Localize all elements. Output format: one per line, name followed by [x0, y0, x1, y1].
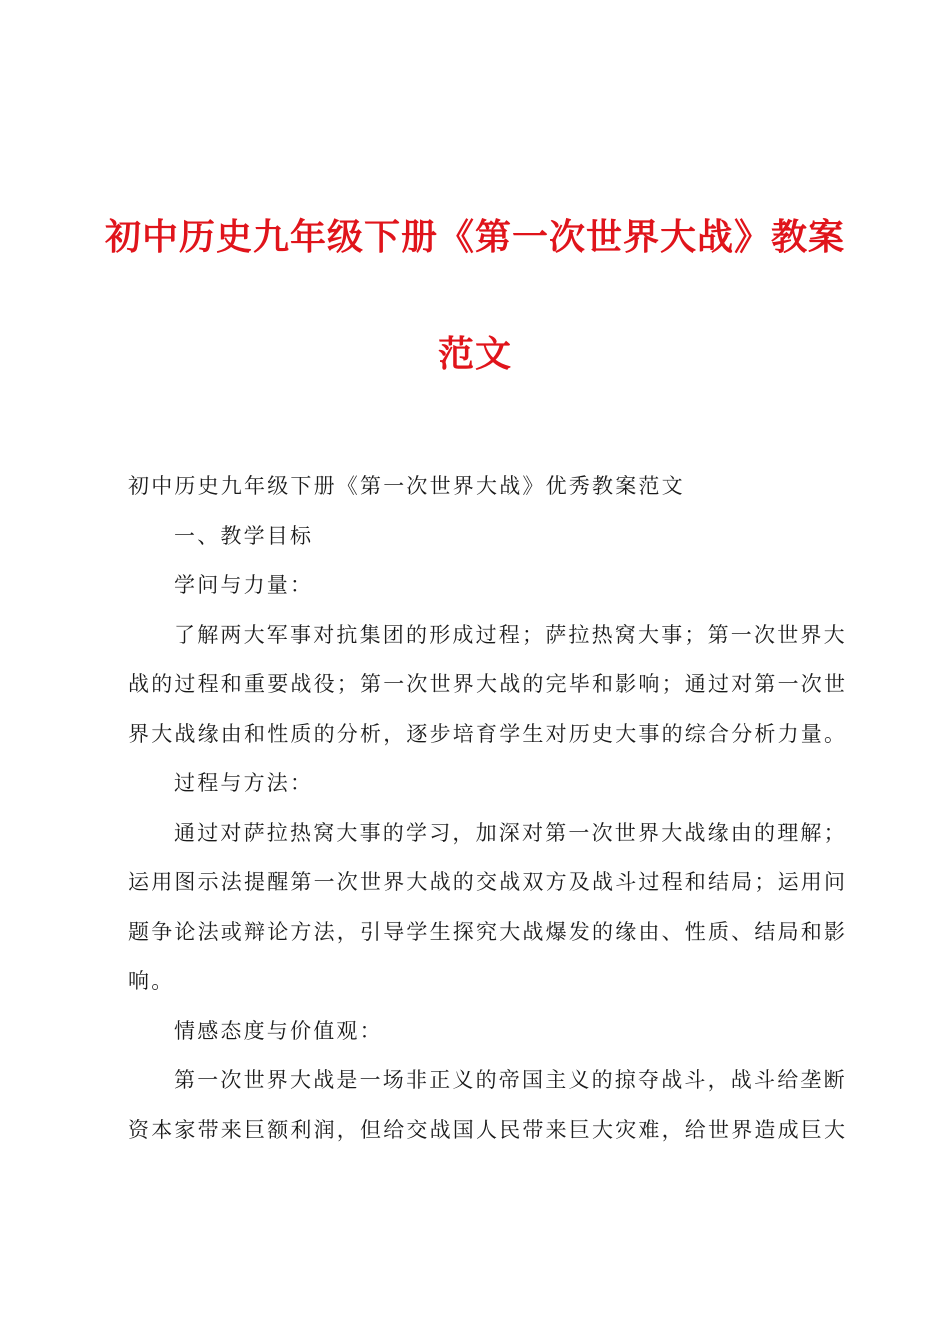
process-paragraph-line: 题争论法或辩论方法，引导学生探究大战爆发的缘由、性质、结局和影	[128, 919, 848, 944]
knowledge-paragraph-line: 了解两大军事对抗集团的形成过程；萨拉热窝大事；第一次世界大	[174, 622, 847, 647]
process-paragraph-line: 通过对萨拉热窝大事的学习，加深对第一次世界大战缘由的理解；	[174, 820, 847, 845]
document-title-line-2: 范文	[437, 333, 512, 375]
knowledge-heading: 学问与力量：	[174, 573, 314, 597]
process-paragraph-line: 响。	[128, 969, 175, 993]
document-subtitle: 初中历史九年级下册《第一次世界大战》优秀教案范文	[128, 474, 685, 498]
knowledge-paragraph-line: 战的过程和重要战役；第一次世界大战的完毕和影响；通过对第一次世	[128, 672, 848, 696]
document-title-line-1: 初中历史九年级下册《第一次世界大战》教案	[104, 216, 845, 258]
knowledge-paragraph-line: 界大战缘由和性质的分析，逐步培育学生对历史大事的综合分析力量。	[128, 721, 848, 746]
document-body	[128, 462, 848, 1155]
section-heading-objectives: 一、教学目标	[174, 523, 314, 548]
process-paragraph-line: 运用图示法提醒第一次世界大战的交战双方及战斗过程和结局；运用问	[128, 870, 848, 894]
values-paragraph-line: 资本家带来巨额利润，但给交战国人民带来巨大灾难，给世界造成巨大	[128, 1117, 848, 1142]
values-paragraph-line: 第一次世界大战是一场非正义的帝国主义的掠夺战斗，战斗给垄断	[174, 1068, 847, 1092]
values-heading: 情感态度与价值观：	[174, 1018, 383, 1043]
process-heading: 过程与方法：	[174, 771, 314, 795]
